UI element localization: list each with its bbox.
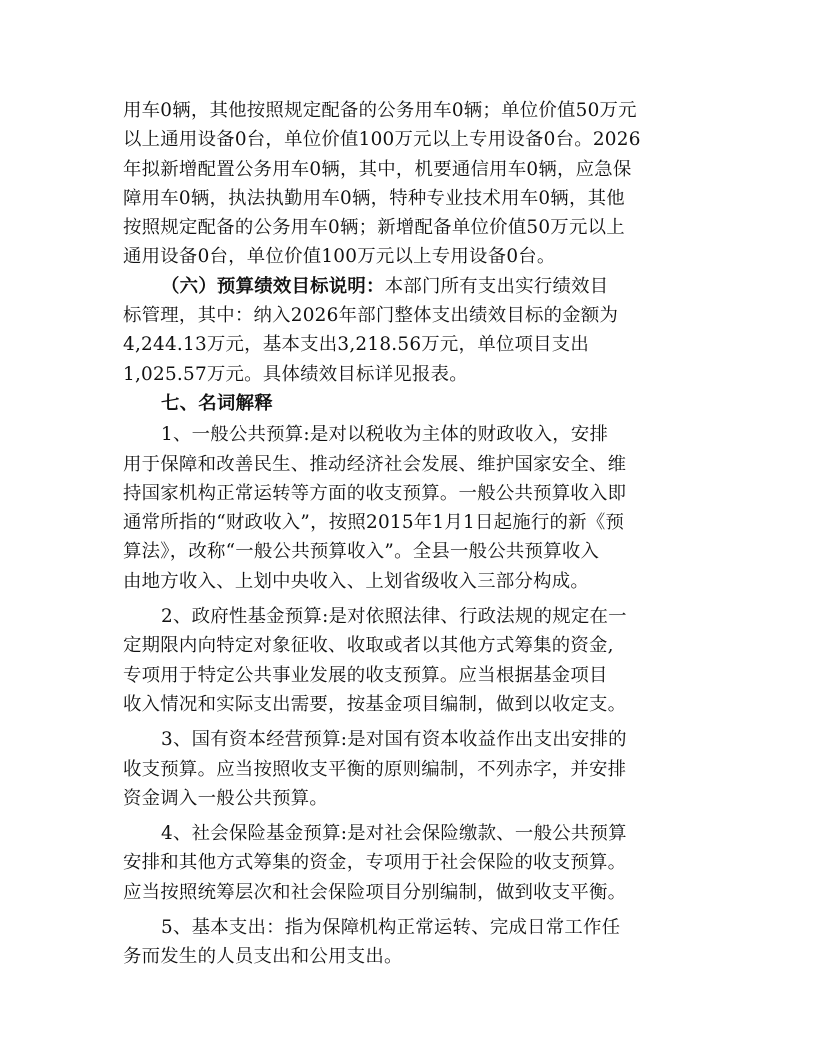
text-line: 应当按照统筹层次和社会保险项目分别编制，做到收支平衡。: [123, 881, 627, 903]
text-line: 算法》，改称“一般公共预算收入”。全县一般公共预算收入: [123, 541, 600, 563]
text-line: 持国家机构正常运转等方面的收支预算。一般公共预算收入即: [123, 482, 627, 504]
performance-heading: （六）预算绩效目标说明：: [161, 275, 385, 297]
glossary-heading: 七、名词解释: [161, 392, 273, 414]
text-line: 收入情况和实际支出需要，按基金项目编制，做到以收定支。: [123, 693, 627, 715]
vehicles-paragraph: [123, 96, 713, 272]
text-line: 2、政府性基金预算:是对依照法律、行政法规的规定在一: [161, 606, 627, 628]
performance-first-line: [123, 272, 713, 301]
text-line: 收支预算。应当按照收支平衡的原则编制，不列赤字，并安排: [123, 758, 627, 780]
text-line: 标管理，其中：纳入2026年部门整体支出绩效目标的金额为: [123, 305, 619, 327]
glossary-term-basic-expenditure: [123, 913, 713, 972]
glossary-term-government-fund-budget: [123, 602, 713, 719]
text-line: 障用车0辆，执法执勤用车0辆，特种专业技术用车0辆，其他: [123, 187, 625, 209]
text-line: 安排和其他方式筹集的资金，专项用于社会保险的收支预算。: [123, 852, 627, 874]
text-line: 专项用于特定公共事业发展的收支预算。应当根据基金项目: [123, 664, 608, 686]
text-line: 3、国有资本经营预算:是对国有资本收益作出支出安排的: [161, 729, 627, 751]
text-line: 用车0辆，其他按照规定配备的公务用车0辆；单位价值50万元: [123, 100, 637, 121]
performance-section: [123, 272, 713, 389]
text-line: 1,025.57万元。具体绩效目标详见报表。: [123, 363, 468, 385]
performance-first-line-text: 本部门所有支出实行绩效目: [384, 275, 609, 297]
text-line: 用于保障和改善民生、推动经济社会发展、维护国家安全、维: [123, 453, 627, 475]
text-line: 通常所指的“财政收入”，按照2015年1月1日起施行的新《预: [123, 512, 625, 534]
text-line: 以上通用设备0台，单位价值100万元以上专用设备0台。2026: [123, 129, 641, 151]
document-page: [123, 96, 713, 972]
glossary-term-state-capital-budget: [123, 725, 713, 813]
glossary-term-social-insurance-budget: [123, 819, 713, 907]
text-line: 5、基本支出：指为保障机构正常运转、完成日常工作任: [161, 917, 621, 939]
text-line: 由地方收入、上划中央收入、上划省级收入三部分构成。: [123, 570, 590, 592]
text-line: 务而发生的人员支出和公用支出。: [123, 946, 403, 968]
text-line: 4,244.13万元，基本支出3,218.56万元，单位项目支出: [123, 334, 590, 356]
text-line: 4、社会保险基金预算:是对社会保险缴款、一般公共预算: [161, 823, 627, 845]
text-line: 1、一般公共预算:是对以税收为主体的财政收入，安排: [161, 424, 609, 446]
glossary-term-general-budget: [123, 420, 713, 596]
text-line: 资金调入一般公共预算。: [123, 787, 329, 809]
text-line: 按照规定配备的公务用车0辆；新增配备单位价值50万元以上: [123, 217, 625, 239]
text-line: 年拟新增配置公务用车0辆，其中，机要通信用车0辆，应急保: [123, 158, 632, 180]
text-line: 定期限内向特定对象征收、收取或者以其他方式筹集的资金,: [123, 635, 614, 657]
text-line: 通用设备0台，单位价值100万元以上专用设备0台。: [123, 246, 556, 268]
glossary-section: [123, 389, 713, 972]
